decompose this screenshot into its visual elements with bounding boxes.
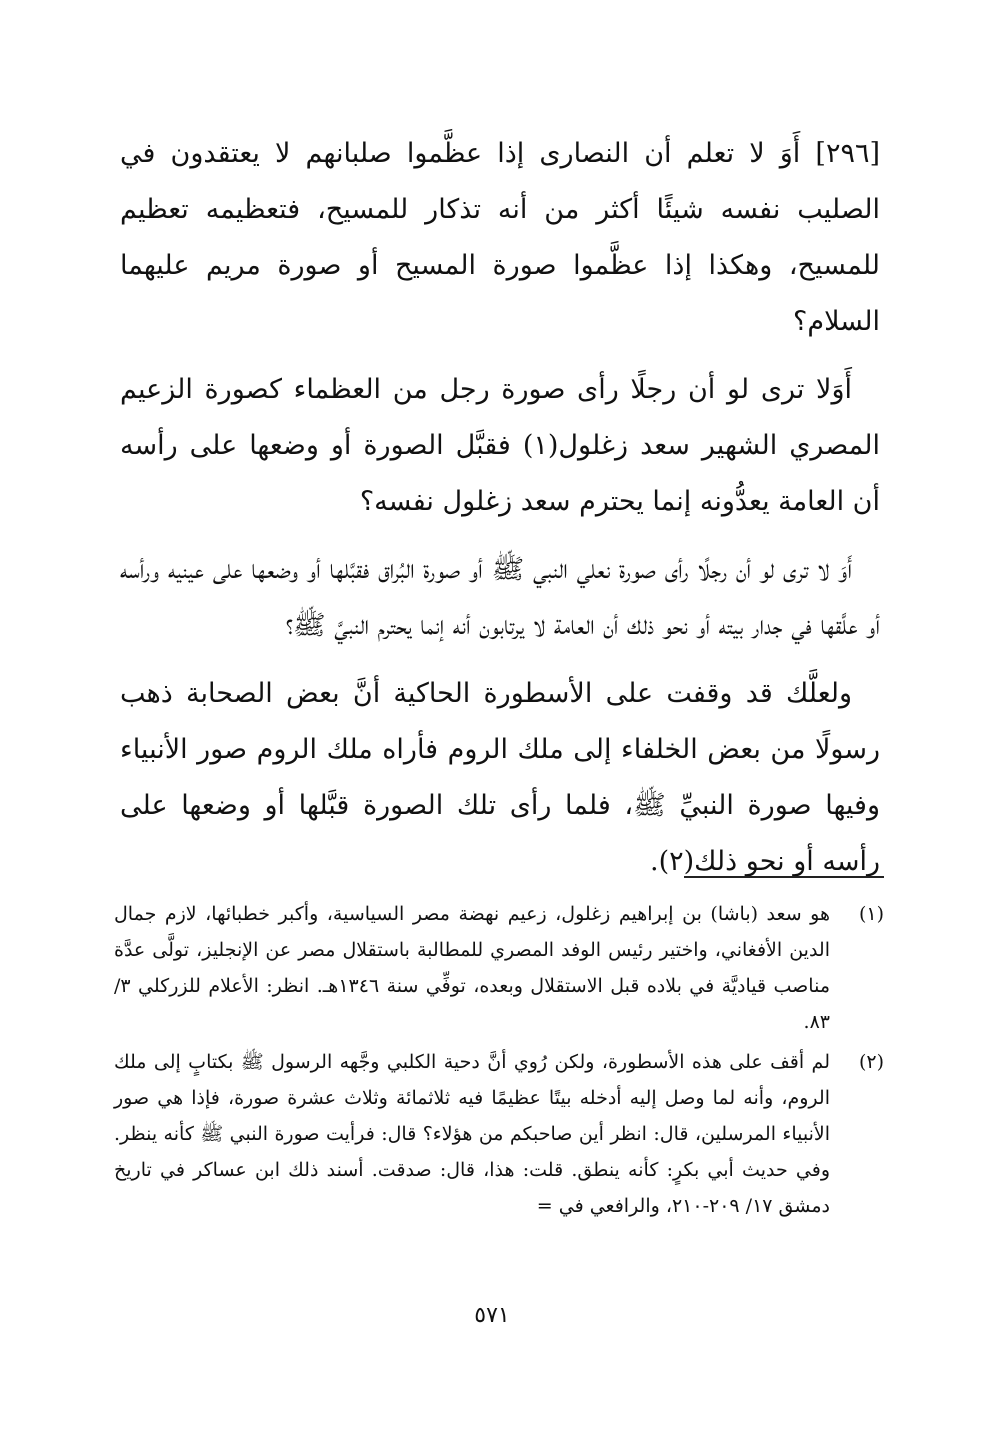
page-number: ٥٧١ bbox=[474, 1303, 510, 1328]
footnote-2 bbox=[114, 1044, 884, 1224]
footnote-text: لم أقف على هذه الأسطورة، ولكن رُوي أنَّ دحية الكلبي وجَّهه الرسول ﷺ بكتابٍ إلى ملك الروم، وأنه لما وصل إليه أدخله بيتًا عظيمًا فيه ثلاثمائة وثلاث عشرة صورة، فإذا هي صور الأنبياء المرسلين، قال: انظر أين صاحبكم من هؤلاء؟ قال: فرأيت صورة النبي ﷺ كأنه ينظر. وفي حديث أبي بكرٍ: كأنه ينطق. قلت: هذا، قال: صدقت. أسند ذلك ابن عساكر في تاريخ دمشق ١٧/ ٢٠٩-٢١٠، والرافعي في = bbox=[114, 1051, 830, 1217]
paragraph-roman-king-legend: ولعلَّك قد وقفت على الأسطورة الحاكية أنَّ بعض الصحابة ذهب رسولًا من بعض الخلفاء إلى ملك الروم فأراه ملك الروم صور الأنبياء وفيها صورة النبيِّ ﷺ، فلما رأى تلك الصورة قبَّلها أو وضعها على رأسه أو نحو ذلك(٢). bbox=[120, 678, 880, 877]
footnote-text: هو سعد (باشا) بن إبراهيم زغلول، زعيم نهضة مصر السياسية، وأكبر خطبائها، لازم جمال الدين الأفغاني، واختير رئيس الوفد المصري للمطالبة باستقلال مصر عن الإنجليز، تولَّى عدَّة مناصب قياديَّة في بلاده قبل الاستقلال وبعده، توفِّي سنة ١٣٤٦هـ. انظر: الأعلام للزركلي ٣/ ٨٣. bbox=[114, 903, 830, 1033]
paragraph-296: [٢٩٦] أَوَ لا تعلم أن النصارى إذا عظَّموا صلبانهم لا يعتقدون في الصليب نفسه شيئًا أكثر من أنه تذكار للمسيح، فتعظيمه تعظيم للمسيح، وهكذا إذا عظَّموا صورة المسيح أو صورة مريم عليهما السلام؟ bbox=[120, 138, 880, 337]
footnote-number: (٢) bbox=[858, 1051, 884, 1073]
footnote-number: (١) bbox=[858, 903, 884, 925]
paragraph-saad-zaghloul: أَوَلا ترى لو أن رجلًا رأى صورة رجل من العظماء كصورة الزعيم المصري الشهير سعد زغلول(١) فقبَّل الصورة أو وضعها على رأسه أن العامة يعدُّونه إنما يحترم سعد زغلول نفسه؟ bbox=[120, 374, 880, 517]
paragraph-prophet-sandals: أَوَ لا ترى لو أن رجلًا رأى صورة نعلي النبي ﷺ أو صورة البُراق فقبَّلها أو وضعها على عينيه ورأسه أو علَّقها في جدار بيته أو نحو ذلك أن العامة لا يرتابون أنه إنما يحترم النبيَّ ﷺ؟ bbox=[120, 554, 880, 641]
footnote-separator bbox=[684, 876, 884, 878]
footnote-1 bbox=[114, 896, 884, 1040]
main-text bbox=[120, 126, 880, 902]
footnotes bbox=[114, 896, 884, 1228]
